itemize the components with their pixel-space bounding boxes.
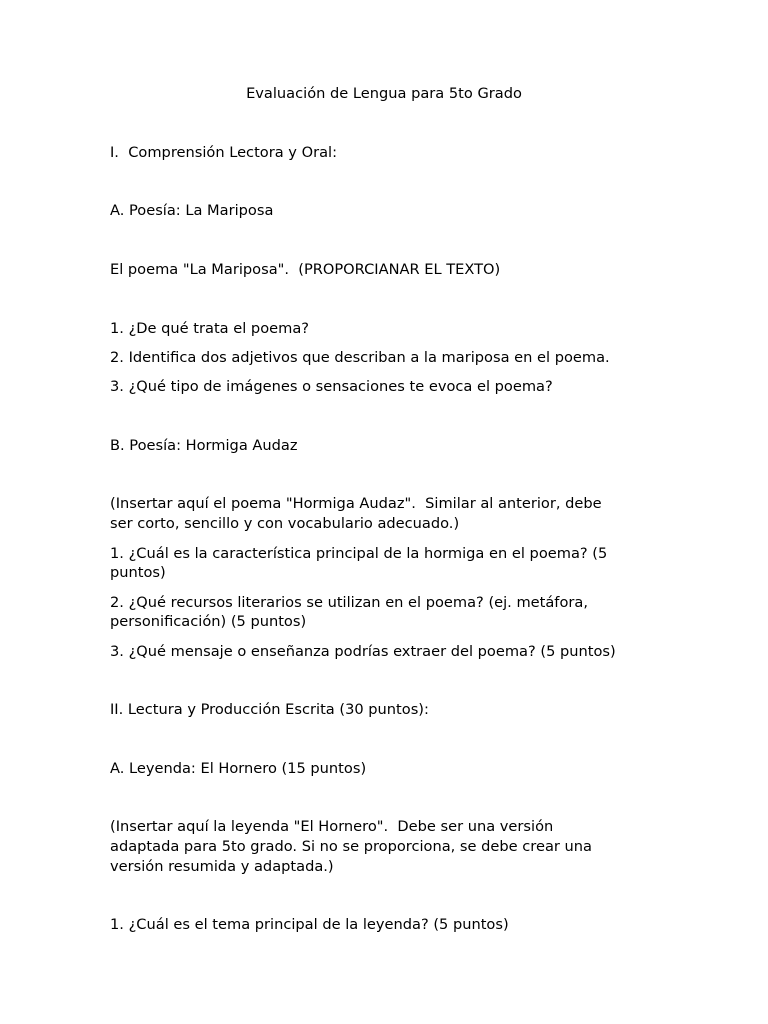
question-item: 3. ¿Qué tipo de imágenes o sensaciones te evoca el poema? (110, 378, 553, 395)
section1-heading: I. Comprensión Lectora y Oral: (110, 144, 337, 161)
question-item-line: 1. ¿Cuál es la característica principal de la hormiga en el poema? (5 (110, 545, 608, 562)
question-item-line: personificación) (5 puntos) (110, 613, 307, 630)
question-item: 3. ¿Qué mensaje o enseñanza podrías extraer del poema? (5 puntos) (110, 643, 616, 660)
section2-partA-intro-line: (Insertar aquí la leyenda "El Hornero". Debe ser una versión (110, 818, 554, 835)
section2-partA-intro-line: versión resumida y adaptada.) (110, 858, 334, 875)
question-item: 1. ¿De qué trata el poema? (110, 320, 310, 337)
section1-partB-heading: B. Poesía: Hormiga Audaz (110, 437, 298, 454)
section2-partA-intro-line: adaptada para 5to grado. Si no se proporciona, se debe crear una (110, 838, 592, 855)
section1-partB-intro-line: ser corto, sencillo y con vocabulario adecuado.) (110, 515, 460, 532)
document-title: Evaluación de Lengua para 5to Grado (246, 85, 522, 102)
question-item: 1. ¿Cuál es el tema principal de la leyenda? (5 puntos) (110, 916, 509, 933)
section1-partA-intro: El poema "La Mariposa". (PROPORCIANAR EL TEXTO) (110, 261, 501, 278)
question-item-line: 2. ¿Qué recursos literarios se utilizan en el poema? (ej. metáfora, (110, 594, 588, 611)
question-item: 2. Identifica dos adjetivos que describan a la mariposa en el poema. (110, 349, 610, 366)
section1-partB-intro-line: (Insertar aquí el poema "Hormiga Audaz". Similar al anterior, debe (110, 495, 602, 512)
question-item-line: puntos) (110, 564, 166, 581)
section2-heading: II. Lectura y Producción Escrita (30 puntos): (110, 701, 429, 718)
section1-partA-heading: A. Poesía: La Mariposa (110, 202, 274, 219)
section2-partA-heading: A. Leyenda: El Hornero (15 puntos) (110, 760, 367, 777)
